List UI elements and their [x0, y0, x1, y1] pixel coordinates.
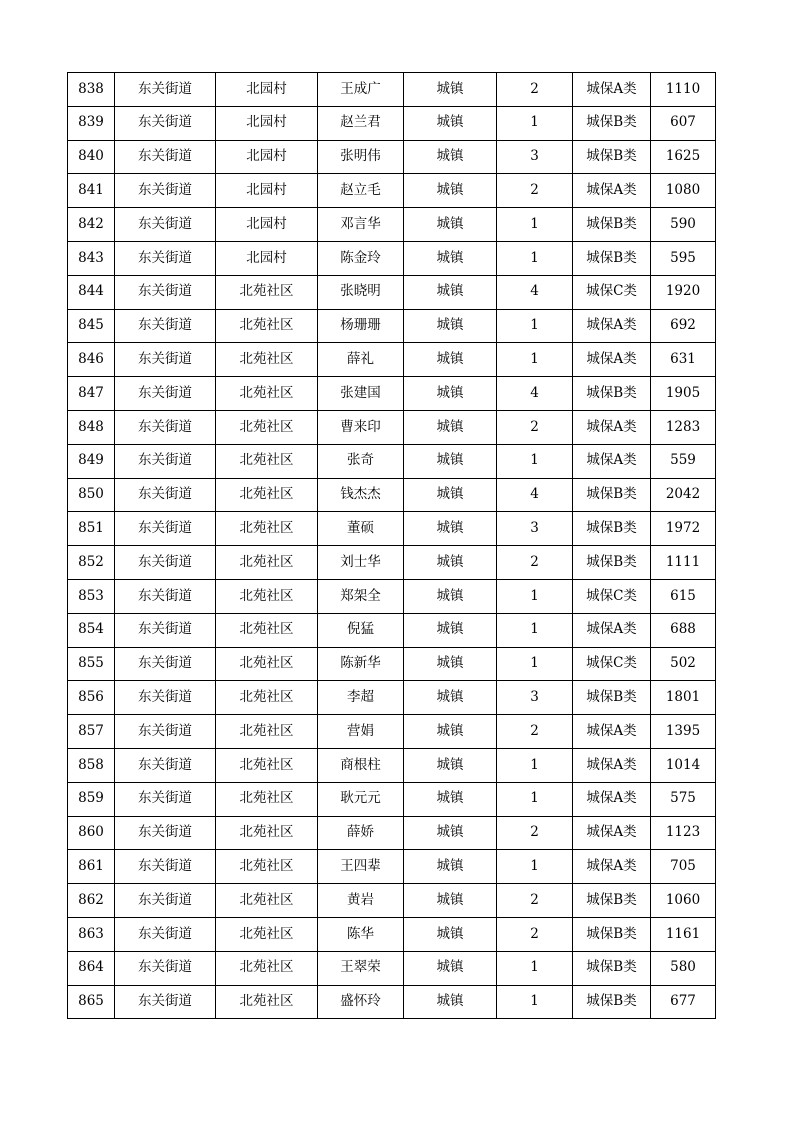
subdistrict-cell: 东关街道: [115, 985, 216, 1019]
category-cell: 城保B类: [573, 208, 651, 242]
table-row: [68, 377, 716, 411]
community-cell: 北苑社区: [216, 343, 318, 377]
table-row: [68, 140, 716, 174]
row-number-cell: 846: [68, 343, 115, 377]
row-number-cell: 851: [68, 512, 115, 546]
amount-cell: 595: [651, 241, 716, 275]
row-number-cell: 854: [68, 613, 115, 647]
household-size-cell: 2: [497, 546, 573, 580]
table-row: [68, 951, 716, 985]
table-row: [68, 444, 716, 478]
table-row: [68, 275, 716, 309]
category-cell: 城保C类: [573, 647, 651, 681]
row-number-cell: 849: [68, 444, 115, 478]
amount-cell: 1123: [651, 816, 716, 850]
residence-type-cell: 城镇: [404, 613, 497, 647]
roster-table-body: [68, 73, 716, 1019]
row-number-cell: 848: [68, 410, 115, 444]
roster-table: [67, 72, 716, 1019]
household-size-cell: 1: [497, 782, 573, 816]
row-number-cell: 857: [68, 715, 115, 749]
category-cell: 城保B类: [573, 546, 651, 580]
category-cell: 城保A类: [573, 816, 651, 850]
category-cell: 城保C类: [573, 579, 651, 613]
residence-type-cell: 城镇: [404, 715, 497, 749]
table-row: [68, 343, 716, 377]
row-number-cell: 839: [68, 106, 115, 140]
residence-type-cell: 城镇: [404, 174, 497, 208]
table-row: [68, 579, 716, 613]
table-row: [68, 917, 716, 951]
residence-type-cell: 城镇: [404, 681, 497, 715]
residence-type-cell: 城镇: [404, 106, 497, 140]
amount-cell: 502: [651, 647, 716, 681]
name-cell: 盛怀玲: [318, 985, 404, 1019]
name-cell: 营娟: [318, 715, 404, 749]
subdistrict-cell: 东关街道: [115, 444, 216, 478]
category-cell: 城保C类: [573, 275, 651, 309]
row-number-cell: 840: [68, 140, 115, 174]
subdistrict-cell: 东关街道: [115, 748, 216, 782]
name-cell: 商根柱: [318, 748, 404, 782]
amount-cell: 705: [651, 850, 716, 884]
household-size-cell: 1: [497, 343, 573, 377]
row-number-cell: 852: [68, 546, 115, 580]
household-size-cell: 1: [497, 309, 573, 343]
name-cell: 张建国: [318, 377, 404, 411]
community-cell: 北苑社区: [216, 782, 318, 816]
table-row: [68, 512, 716, 546]
subdistrict-cell: 东关街道: [115, 715, 216, 749]
row-number-cell: 858: [68, 748, 115, 782]
category-cell: 城保A类: [573, 850, 651, 884]
name-cell: 薛礼: [318, 343, 404, 377]
row-number-cell: 842: [68, 208, 115, 242]
name-cell: 刘士华: [318, 546, 404, 580]
row-number-cell: 860: [68, 816, 115, 850]
amount-cell: 580: [651, 951, 716, 985]
household-size-cell: 3: [497, 140, 573, 174]
name-cell: 陈华: [318, 917, 404, 951]
name-cell: 陈新华: [318, 647, 404, 681]
household-size-cell: 2: [497, 410, 573, 444]
household-size-cell: 1: [497, 647, 573, 681]
community-cell: 北苑社区: [216, 884, 318, 918]
amount-cell: 1395: [651, 715, 716, 749]
name-cell: 耿元元: [318, 782, 404, 816]
amount-cell: 1801: [651, 681, 716, 715]
subdistrict-cell: 东关街道: [115, 647, 216, 681]
community-cell: 北园村: [216, 241, 318, 275]
subdistrict-cell: 东关街道: [115, 816, 216, 850]
amount-cell: 677: [651, 985, 716, 1019]
table-row: [68, 715, 716, 749]
name-cell: 李超: [318, 681, 404, 715]
table-row: [68, 816, 716, 850]
category-cell: 城保B类: [573, 106, 651, 140]
household-size-cell: 1: [497, 208, 573, 242]
category-cell: 城保B类: [573, 951, 651, 985]
category-cell: 城保B类: [573, 478, 651, 512]
subdistrict-cell: 东关街道: [115, 410, 216, 444]
table-row: [68, 647, 716, 681]
household-size-cell: 1: [497, 613, 573, 647]
household-size-cell: 1: [497, 106, 573, 140]
residence-type-cell: 城镇: [404, 309, 497, 343]
residence-type-cell: 城镇: [404, 647, 497, 681]
community-cell: 北苑社区: [216, 951, 318, 985]
category-cell: 城保B类: [573, 241, 651, 275]
name-cell: 钱杰杰: [318, 478, 404, 512]
community-cell: 北苑社区: [216, 410, 318, 444]
row-number-cell: 863: [68, 917, 115, 951]
amount-cell: 1060: [651, 884, 716, 918]
row-number-cell: 850: [68, 478, 115, 512]
row-number-cell: 843: [68, 241, 115, 275]
community-cell: 北苑社区: [216, 816, 318, 850]
household-size-cell: 1: [497, 985, 573, 1019]
community-cell: 北园村: [216, 73, 318, 107]
household-size-cell: 2: [497, 884, 573, 918]
table-row: [68, 410, 716, 444]
name-cell: 赵兰君: [318, 106, 404, 140]
row-number-cell: 844: [68, 275, 115, 309]
category-cell: 城保B类: [573, 681, 651, 715]
community-cell: 北苑社区: [216, 309, 318, 343]
residence-type-cell: 城镇: [404, 850, 497, 884]
name-cell: 郑架全: [318, 579, 404, 613]
name-cell: 倪猛: [318, 613, 404, 647]
table-row: [68, 850, 716, 884]
row-number-cell: 859: [68, 782, 115, 816]
category-cell: 城保A类: [573, 748, 651, 782]
table-row: [68, 241, 716, 275]
subdistrict-cell: 东关街道: [115, 208, 216, 242]
residence-type-cell: 城镇: [404, 444, 497, 478]
residence-type-cell: 城镇: [404, 951, 497, 985]
community-cell: 北苑社区: [216, 681, 318, 715]
name-cell: 王成广: [318, 73, 404, 107]
community-cell: 北苑社区: [216, 748, 318, 782]
row-number-cell: 865: [68, 985, 115, 1019]
category-cell: 城保A类: [573, 309, 651, 343]
subdistrict-cell: 东关街道: [115, 241, 216, 275]
community-cell: 北苑社区: [216, 275, 318, 309]
table-row: [68, 309, 716, 343]
name-cell: 张明伟: [318, 140, 404, 174]
household-size-cell: 1: [497, 241, 573, 275]
name-cell: 杨珊珊: [318, 309, 404, 343]
residence-type-cell: 城镇: [404, 512, 497, 546]
household-size-cell: 4: [497, 377, 573, 411]
household-size-cell: 2: [497, 816, 573, 850]
community-cell: 北苑社区: [216, 715, 318, 749]
amount-cell: 1905: [651, 377, 716, 411]
table-row: [68, 681, 716, 715]
category-cell: 城保A类: [573, 343, 651, 377]
residence-type-cell: 城镇: [404, 917, 497, 951]
amount-cell: 1625: [651, 140, 716, 174]
subdistrict-cell: 东关街道: [115, 275, 216, 309]
category-cell: 城保B类: [573, 377, 651, 411]
community-cell: 北苑社区: [216, 377, 318, 411]
name-cell: 王四辈: [318, 850, 404, 884]
household-size-cell: 2: [497, 917, 573, 951]
subdistrict-cell: 东关街道: [115, 106, 216, 140]
subdistrict-cell: 东关街道: [115, 613, 216, 647]
residence-type-cell: 城镇: [404, 546, 497, 580]
category-cell: 城保B类: [573, 512, 651, 546]
subdistrict-cell: 东关街道: [115, 512, 216, 546]
category-cell: 城保B类: [573, 985, 651, 1019]
name-cell: 黄岩: [318, 884, 404, 918]
table-row: [68, 106, 716, 140]
table-row: [68, 613, 716, 647]
community-cell: 北苑社区: [216, 444, 318, 478]
amount-cell: 1920: [651, 275, 716, 309]
household-size-cell: 2: [497, 174, 573, 208]
row-number-cell: 855: [68, 647, 115, 681]
residence-type-cell: 城镇: [404, 140, 497, 174]
table-row: [68, 73, 716, 107]
category-cell: 城保A类: [573, 174, 651, 208]
community-cell: 北园村: [216, 174, 318, 208]
amount-cell: 559: [651, 444, 716, 478]
name-cell: 薛娇: [318, 816, 404, 850]
amount-cell: 688: [651, 613, 716, 647]
row-number-cell: 861: [68, 850, 115, 884]
amount-cell: 1111: [651, 546, 716, 580]
amount-cell: 1161: [651, 917, 716, 951]
subdistrict-cell: 东关街道: [115, 579, 216, 613]
residence-type-cell: 城镇: [404, 410, 497, 444]
community-cell: 北苑社区: [216, 613, 318, 647]
residence-type-cell: 城镇: [404, 884, 497, 918]
subdistrict-cell: 东关街道: [115, 73, 216, 107]
category-cell: 城保A类: [573, 613, 651, 647]
residence-type-cell: 城镇: [404, 73, 497, 107]
household-size-cell: 1: [497, 951, 573, 985]
table-row: [68, 208, 716, 242]
residence-type-cell: 城镇: [404, 748, 497, 782]
subdistrict-cell: 东关街道: [115, 917, 216, 951]
category-cell: 城保B类: [573, 140, 651, 174]
amount-cell: 575: [651, 782, 716, 816]
table-row: [68, 884, 716, 918]
community-cell: 北苑社区: [216, 512, 318, 546]
category-cell: 城保A类: [573, 782, 651, 816]
subdistrict-cell: 东关街道: [115, 850, 216, 884]
row-number-cell: 841: [68, 174, 115, 208]
name-cell: 董硕: [318, 512, 404, 546]
community-cell: 北园村: [216, 140, 318, 174]
residence-type-cell: 城镇: [404, 816, 497, 850]
name-cell: 陈金玲: [318, 241, 404, 275]
residence-type-cell: 城镇: [404, 241, 497, 275]
community-cell: 北苑社区: [216, 478, 318, 512]
subdistrict-cell: 东关街道: [115, 884, 216, 918]
community-cell: 北苑社区: [216, 546, 318, 580]
household-size-cell: 1: [497, 579, 573, 613]
community-cell: 北苑社区: [216, 850, 318, 884]
subdistrict-cell: 东关街道: [115, 174, 216, 208]
subdistrict-cell: 东关街道: [115, 478, 216, 512]
household-size-cell: 3: [497, 681, 573, 715]
community-cell: 北苑社区: [216, 647, 318, 681]
row-number-cell: 847: [68, 377, 115, 411]
amount-cell: 2042: [651, 478, 716, 512]
table-row: [68, 985, 716, 1019]
table-row: [68, 174, 716, 208]
household-size-cell: 4: [497, 478, 573, 512]
household-size-cell: 1: [497, 748, 573, 782]
amount-cell: 1972: [651, 512, 716, 546]
residence-type-cell: 城镇: [404, 377, 497, 411]
subdistrict-cell: 东关街道: [115, 309, 216, 343]
subdistrict-cell: 东关街道: [115, 546, 216, 580]
community-cell: 北苑社区: [216, 985, 318, 1019]
household-size-cell: 1: [497, 444, 573, 478]
row-number-cell: 838: [68, 73, 115, 107]
residence-type-cell: 城镇: [404, 985, 497, 1019]
residence-type-cell: 城镇: [404, 478, 497, 512]
row-number-cell: 853: [68, 579, 115, 613]
row-number-cell: 864: [68, 951, 115, 985]
residence-type-cell: 城镇: [404, 579, 497, 613]
subdistrict-cell: 东关街道: [115, 140, 216, 174]
subdistrict-cell: 东关街道: [115, 343, 216, 377]
household-size-cell: 1: [497, 850, 573, 884]
residence-type-cell: 城镇: [404, 208, 497, 242]
residence-type-cell: 城镇: [404, 343, 497, 377]
amount-cell: 590: [651, 208, 716, 242]
category-cell: 城保A类: [573, 715, 651, 749]
amount-cell: 607: [651, 106, 716, 140]
amount-cell: 1110: [651, 73, 716, 107]
name-cell: 张奇: [318, 444, 404, 478]
subdistrict-cell: 东关街道: [115, 951, 216, 985]
amount-cell: 692: [651, 309, 716, 343]
table-row: [68, 782, 716, 816]
category-cell: 城保B类: [573, 917, 651, 951]
household-size-cell: 2: [497, 715, 573, 749]
table-row: [68, 478, 716, 512]
name-cell: 曹来印: [318, 410, 404, 444]
subdistrict-cell: 东关街道: [115, 377, 216, 411]
row-number-cell: 862: [68, 884, 115, 918]
name-cell: 张晓明: [318, 275, 404, 309]
subdistrict-cell: 东关街道: [115, 681, 216, 715]
amount-cell: 1080: [651, 174, 716, 208]
table-row: [68, 546, 716, 580]
category-cell: 城保B类: [573, 884, 651, 918]
community-cell: 北园村: [216, 208, 318, 242]
household-size-cell: 2: [497, 73, 573, 107]
household-size-cell: 3: [497, 512, 573, 546]
row-number-cell: 856: [68, 681, 115, 715]
amount-cell: 1014: [651, 748, 716, 782]
category-cell: 城保A类: [573, 410, 651, 444]
amount-cell: 615: [651, 579, 716, 613]
table-row: [68, 748, 716, 782]
community-cell: 北苑社区: [216, 917, 318, 951]
subdistrict-cell: 东关街道: [115, 782, 216, 816]
category-cell: 城保A类: [573, 73, 651, 107]
amount-cell: 631: [651, 343, 716, 377]
household-size-cell: 4: [497, 275, 573, 309]
community-cell: 北园村: [216, 106, 318, 140]
residence-type-cell: 城镇: [404, 275, 497, 309]
category-cell: 城保A类: [573, 444, 651, 478]
name-cell: 邓言华: [318, 208, 404, 242]
residence-type-cell: 城镇: [404, 782, 497, 816]
community-cell: 北苑社区: [216, 579, 318, 613]
name-cell: 赵立毛: [318, 174, 404, 208]
amount-cell: 1283: [651, 410, 716, 444]
name-cell: 王翠荣: [318, 951, 404, 985]
row-number-cell: 845: [68, 309, 115, 343]
